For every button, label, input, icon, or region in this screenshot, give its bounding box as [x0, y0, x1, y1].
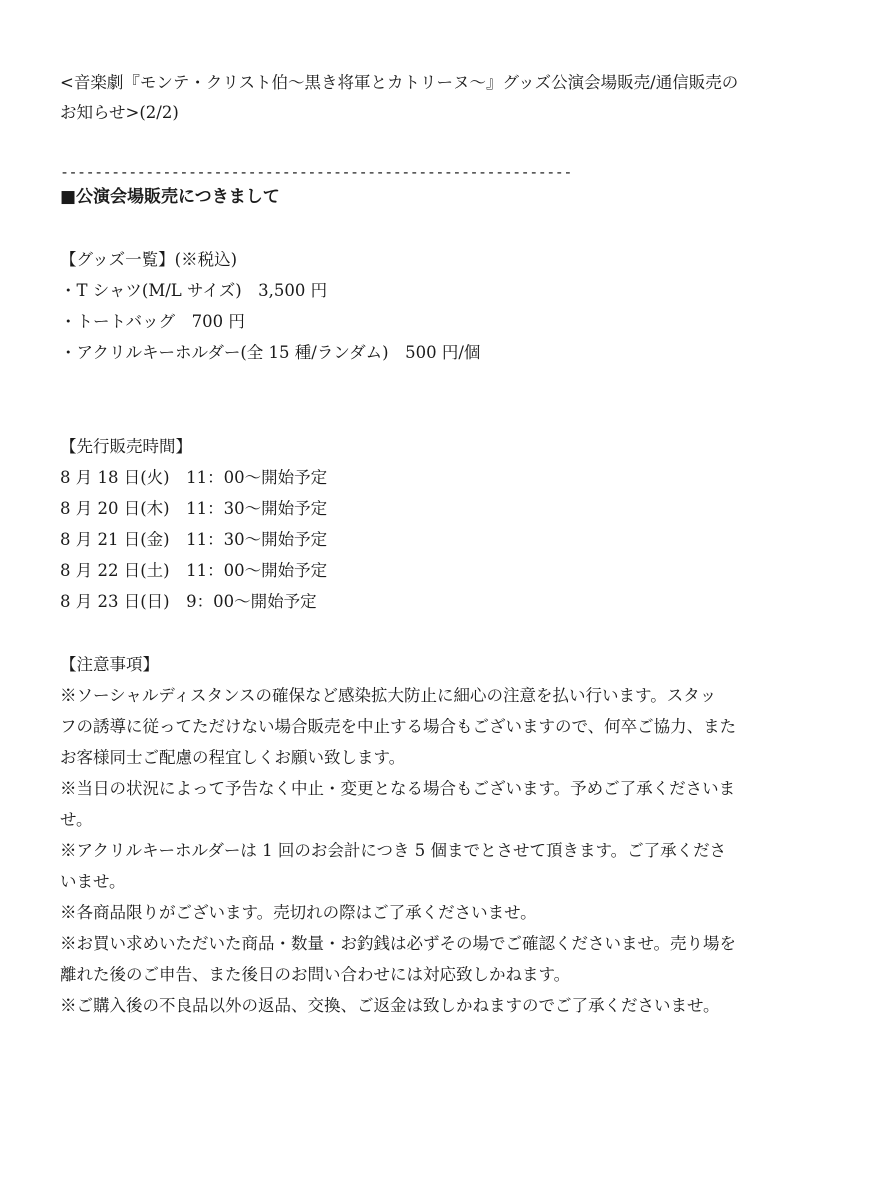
goods-item: ・アクリルキーホルダー(全 15 種/ランダム) 500 円/個	[60, 343, 481, 362]
divider-line: ------------------------------------------------------------	[60, 163, 572, 181]
note-line: せ。	[60, 810, 93, 829]
goods-item: ・トートバッグ 700 円	[60, 312, 245, 331]
note-line: ※各商品限りがございます。売切れの際はご了承くださいませ。	[60, 903, 537, 922]
goods-heading: 【グッズ一覧】(※税込)	[60, 250, 238, 269]
notes-heading: 【注意事項】	[60, 655, 159, 674]
document-page	[60, 68, 840, 1021]
schedule-item: 8 月 21 日(金) 11：30〜開始予定	[60, 530, 328, 549]
notes-section	[60, 649, 840, 1021]
goods-list	[60, 244, 840, 368]
schedule-heading: 【先行販売時間】	[60, 437, 192, 456]
schedule-item: 8 月 23 日(日) 9：00〜開始予定	[60, 592, 317, 611]
note-line: ※アクリルキーホルダーは 1 回のお会計につき 5 個までとさせて頂きます。ご了承くださ	[60, 841, 727, 860]
schedule-item: 8 月 18 日(火) 11：00〜開始予定	[60, 468, 328, 487]
schedule-item: 8 月 20 日(木) 11：30〜開始予定	[60, 499, 328, 518]
schedule-list	[60, 431, 840, 617]
note-line: ※ソーシャルディスタンスの確保など感染拡大防止に細心の注意を払い行います。スタッ	[60, 686, 717, 705]
note-line: お客様同士ご配慮の程宜しくお願い致します。	[60, 748, 406, 767]
title-line-1: <音楽劇『モンテ・クリスト伯〜黒き将軍とカトリーヌ〜』グッズ公演会場販売/通信販売の	[60, 73, 739, 92]
note-line: フの誘導に従ってただけない場合販売を中止する場合もございますので、何卒ご協力、また	[60, 717, 737, 736]
note-line: ※お買い求めいただいた商品・数量・お釣銭は必ずその場でご確認くださいませ。売り場を	[60, 934, 737, 953]
note-line: ※当日の状況によって予告なく中止・変更となる場合もございます。予めご了承くださいま	[60, 779, 736, 798]
section-heading: ■公演会場販売につきまして	[60, 187, 280, 207]
note-line: いませ。	[60, 872, 126, 891]
note-line: ※ご購入後の不良品以外の返品、交換、ご返金は致しかねますのでご了承くださいませ。	[60, 996, 720, 1015]
title-line-2: お知らせ>(2/2)	[60, 103, 179, 122]
document-title	[60, 68, 840, 128]
note-line: 離れた後のご申告、また後日のお問い合わせには対応致しかねます。	[60, 965, 571, 984]
goods-item: ・T シャツ(M/L サイズ) 3,500 円	[60, 281, 328, 300]
schedule-item: 8 月 22 日(土) 11：00〜開始予定	[60, 561, 328, 580]
